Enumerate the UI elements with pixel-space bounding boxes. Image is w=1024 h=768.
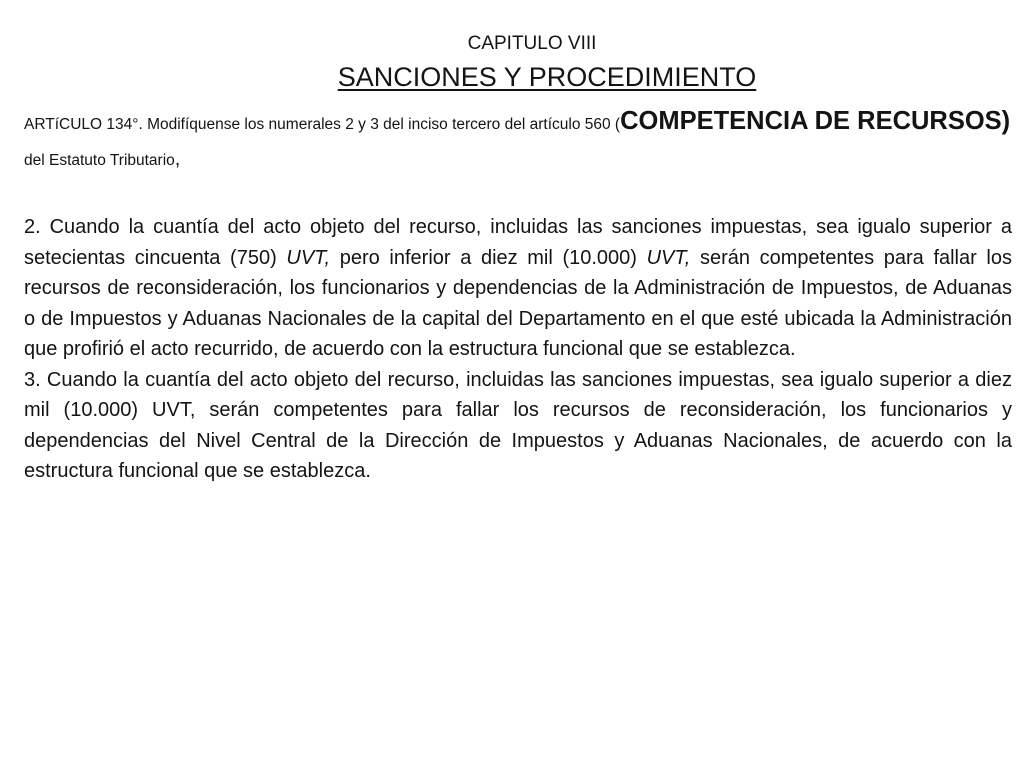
article-trail: del Estatuto Tributario [24, 152, 175, 169]
section-title: SANCIONES Y PROCEDIMIENTO [337, 62, 757, 92]
paragraph-2-part2: pero inferior a diez mil (10.000) [330, 246, 647, 269]
article-emphasis: COMPETENCIA DE RECURSOS) [620, 107, 1011, 135]
article-body [24, 212, 1012, 487]
paragraph-2-uvt-1: UVT, [286, 246, 331, 269]
article-comma: , [174, 148, 181, 170]
paragraph-2-uvt-2: UVT, [646, 246, 691, 269]
paragraph-3: 3. Cuando la cuantía del acto objeto del recurso, incluidas las sanciones impuestas, sea igualo superior a diez mil (10.000) UVT, serán competentes para fallar los recursos de reconsideración, los funcionarios y dependencias del Nivel Central de la Dirección de Impuestos y Aduanas Nacionales, de acuerdo con la estructura funcional que se establezca. [24, 368, 1012, 482]
article-lead: ARTíCULO 134°. Modifíquense los numerales 2 y 3 del inciso tercero del artículo 560 ( [24, 116, 621, 133]
paragraph-2-part3: serán competentes para fallar los recursos de reconsideración, los funcionarios y dependencias de la Administración de Impuestos, de Aduanas o de Impuestos y Aduanas Nacionales de la capital del Departamento en el que esté ubicada la Administración que profirió el acto recurrido, de acuerdo con la estructura funcional que se establezca. [24, 246, 1012, 360]
paragraph-2-part1: 2. Cuando la cuantía del acto objeto del recurso, incluidas las sanciones impuestas, sea igualo superior a setecientas cincuenta (750) [24, 216, 1012, 269]
article-heading [24, 104, 1012, 178]
paragraph-2 [24, 212, 1012, 365]
chapter-heading: CAPITULO VIII [467, 33, 597, 54]
